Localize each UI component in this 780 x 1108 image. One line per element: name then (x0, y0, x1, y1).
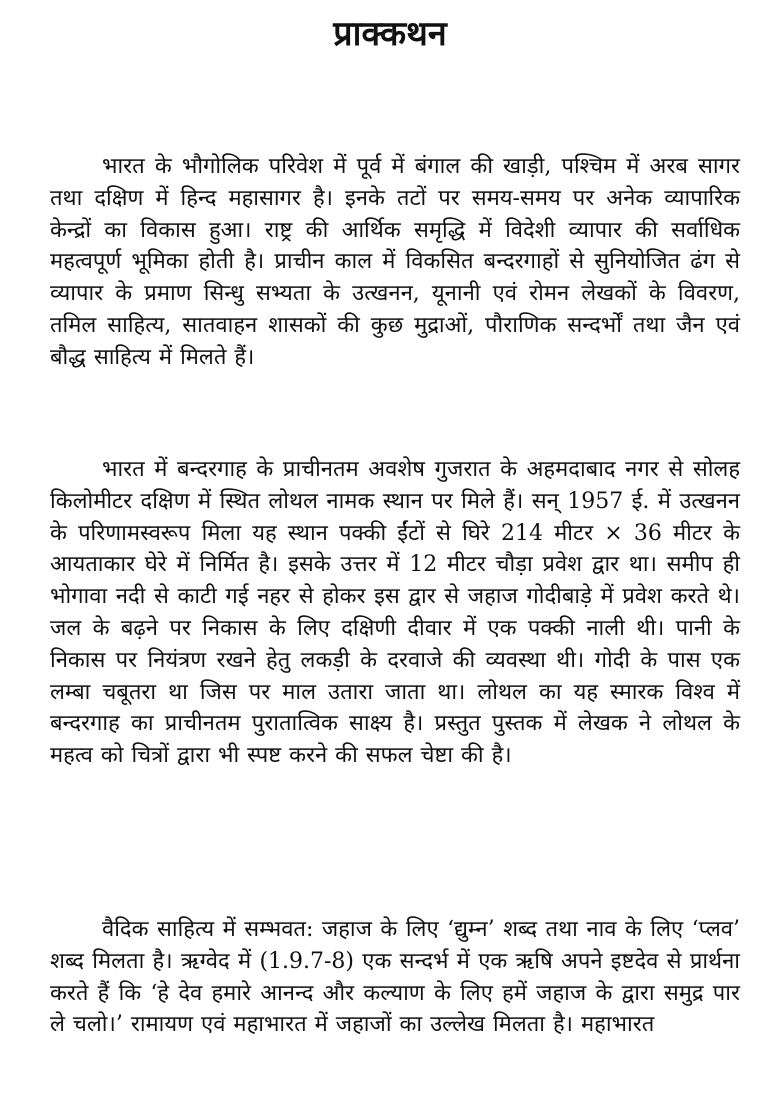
page-title: प्राक्कथन (333, 14, 447, 54)
paragraph-geography-trade: भारत के भौगोलिक परिवेश में पूर्व में बंगाल की खाड़ी, पश्चिम में अरब सागर तथा दक्षिण में हिन्द महासागर है। इनके तटों पर समय-समय पर अनेक व्यापारिक केन्द्रों का विकास हुआ। राष्ट्र की आर्थिक समृद्धि में विदेशी व्यापार की सर्वाधिक महत्वपूर्ण भूमिका होती है। प्राचीन काल में विकसित बन्दरगाहों से सुनियोजित ढंग से व्यापार के प्रमाण सिन्धु सभ्यता के उत्खनन, यूनानी एवं रोमन लेखकों के विवरण, तमिल साहित्य, सातवाहन शासकों की कुछ मुद्राओं, पौराणिक सन्दर्भों तथा जैन एवं बौद्ध साहित्य में मिलते हैं। (50, 154, 740, 370)
paragraph-lothal-port: भारत में बन्दरगाह के प्राचीनतम अवशेष गुजरात के अहमदाबाद नगर से सोलह किलोमीटर दक्षिण में स्थित लोथल नामक स्थान पर मिले हैं। सन् 1957 ई. में उत्खनन के परिणामस्वरूप मिला यह स्थान पक्की ईंटों से घिरे 214 मीटर × 36 मीटर के आयताकार घेरे में निर्मित है। इसके उत्तर में 12 मीटर चौड़ा प्रवेश द्वार था। समीप ही भोगावा नदी से काटी गई नहर से होकर इस द्वार से जहाज गोदीबाड़े में प्रवेश करते थे। जल के बढ़ने पर निकास के लिए दक्षिणी दीवार में एक पक्की नाली थी। पानी के निकास पर नियंत्रण रखने हेतु लकड़ी के दरवाजे की व्यवस्था थी। गोदी के पास एक लम्बा चबूतरा था जिस पर माल उतारा जाता था। लोथल का यह स्मारक विश्व में बन्दरगाह का प्राचीनतम पुरातात्विक साक्ष्य है। प्रस्तुत पुस्तक में लेखक ने लोथल के महत्व को चित्रों द्वारा भी स्पष्ट करने की सफल चेष्टा की है। (50, 457, 740, 769)
paragraph-vedic-literature: वैदिक साहित्य में सम्भवत: जहाज के लिए ‘द्युम्न’ शब्द तथा नाव के लिए ‘प्लव’ शब्द मिलता है। ऋग्वेद में (1.9.7-8) एक सन्दर्भ में एक ऋषि अपने इष्टदेव से प्रार्थना करते हैं कि ‘हे देव हमारे आनन्द और कल्याण के लिए हमें जहाज के द्वारा समुद्र पार ले चलो।’ रामायण एवं महाभारत में जहाजों का उल्लेख मिलता है। महाभारत (50, 917, 740, 1038)
